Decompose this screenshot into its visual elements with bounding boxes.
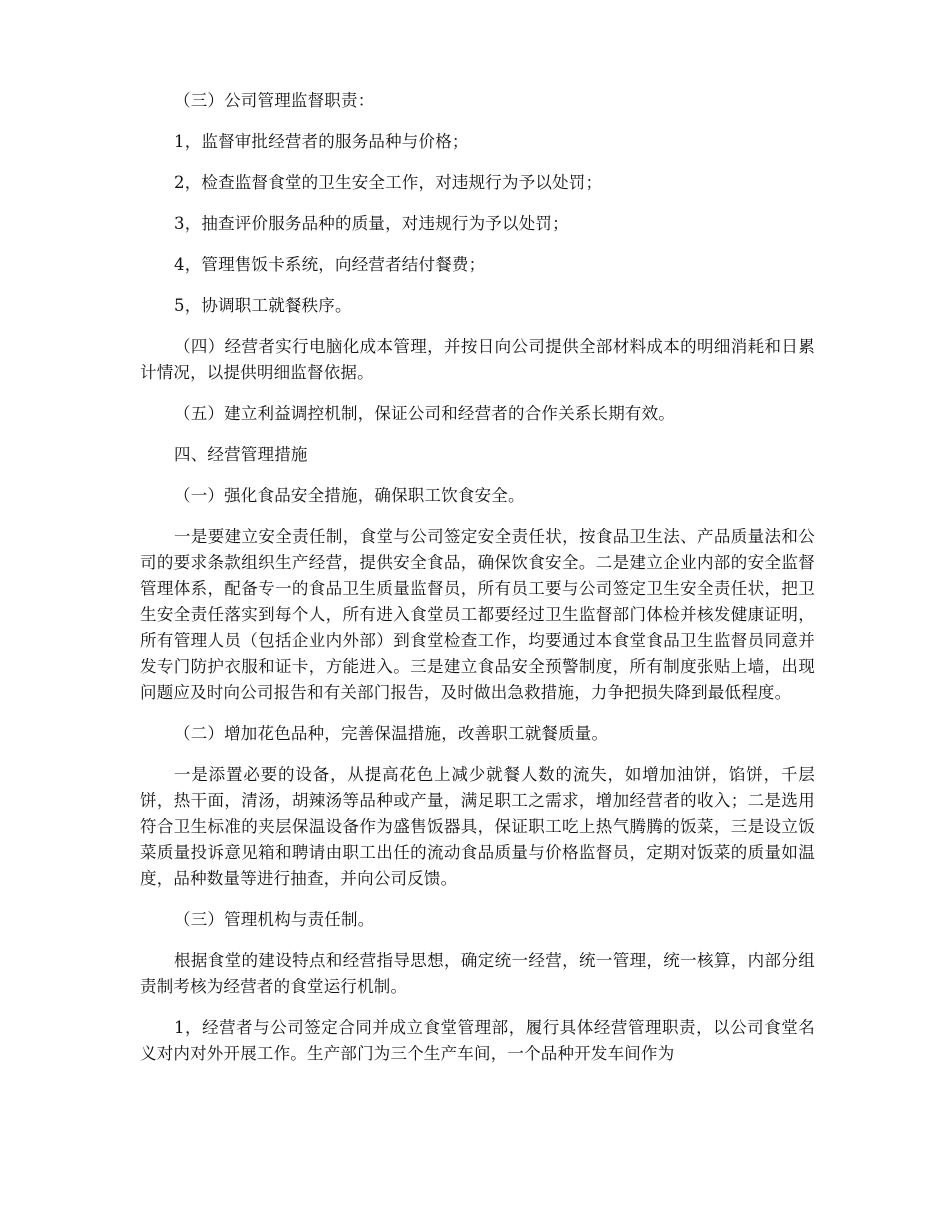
subheading-management-structure: （三）管理机构与责任制。 [174, 910, 375, 929]
paragraph-item-3: 3，抽查评价服务品种的质量，对违规行为予以处罚； [174, 214, 569, 233]
paragraph-contract: 1，经营者与公司签定合同并成立食堂管理部，履行具体经营管理职责，以公司食堂名义对内对外开展工作。生产部门为三个生产车间，一个品种开发车间作为 [140, 1018, 815, 1063]
paragraph-food-safety-body: 一是要建立安全责任制，食堂与公司签定安全责任状，按食品卫生法、产品质量法和公司的要求条款组织生产经营，提供安全食品，确保饮食安全。二是建立企业内部的安全监督管理体系，配备专一的食品卫生质量监督员，所有员工要与公司签定卫生安全责任状，把卫生安全责任落实到每个人，所有进入食堂员工都要经过卫生监督部门体检并核发健康证明，所有管理人员（包括企业内外部）到食堂检查工作，均要通过本食堂食品卫生监督员同意并发专门防护衣服和证卡，方能进入。三是建立食品安全预警制度，所有制度张贴上墙，出现问题应及时向公司报告和有关部门报告，及时做出急救措施，力争把损失降到最低程度。 [140, 527, 815, 702]
paragraph-item-4: 4，管理售饭卡系统，向经营者结付餐费； [174, 255, 486, 274]
paragraph-item-1: 1，监督审批经营者的服务品种与价格； [174, 132, 469, 151]
section-heading-measures: 四、经营管理措施 [174, 445, 308, 464]
document-page [140, 88, 815, 1082]
subheading-variety: （二）增加花色品种，完善保温措施，改善职工就餐质量。 [174, 724, 609, 743]
paragraph-item-2: 2，检查监督食堂的卫生安全工作，对违规行为予以处罚； [174, 173, 603, 192]
subheading-food-safety: （一）强化食品安全措施，确保职工饮食安全。 [174, 486, 525, 505]
paragraph-cost-management: （四）经营者实行电脑化成本管理，并按日向公司提供全部材料成本的明细消耗和日累计情况，以提供明细监督依据。 [140, 337, 815, 382]
paragraph-management-body: 根据食堂的建设特点和经营指导思想，确定统一经营，统一管理，统一核算，内部分组责制考核为经营者的食堂运行机制。 [140, 951, 815, 996]
paragraph-heading-supervision-duties: （三）公司管理监督职责： [174, 91, 375, 110]
paragraph-interest-mechanism: （五）建立利益调控机制，保证公司和经营者的合作关系长期有效。 [174, 404, 675, 423]
paragraph-item-5: 5，协调职工就餐秩序。 [174, 296, 352, 315]
paragraph-variety-body: 一是添置必要的设备，从提高花色上减少就餐人数的流失，如增加油饼，馅饼，千层饼，热干面，清汤，胡辣汤等品种或产量，满足职工之需求，增加经营者的收入；二是选用符合卫生标准的夹层保温设备作为盛售饭器具，保证职工吃上热气腾腾的饭菜，三是设立饭菜质量投诉意见箱和聘请由职工出任的流动食品质量与价格监督员，定期对饭菜的质量如温度，品种数量等进行抽查，并向公司反馈。 [140, 765, 815, 888]
